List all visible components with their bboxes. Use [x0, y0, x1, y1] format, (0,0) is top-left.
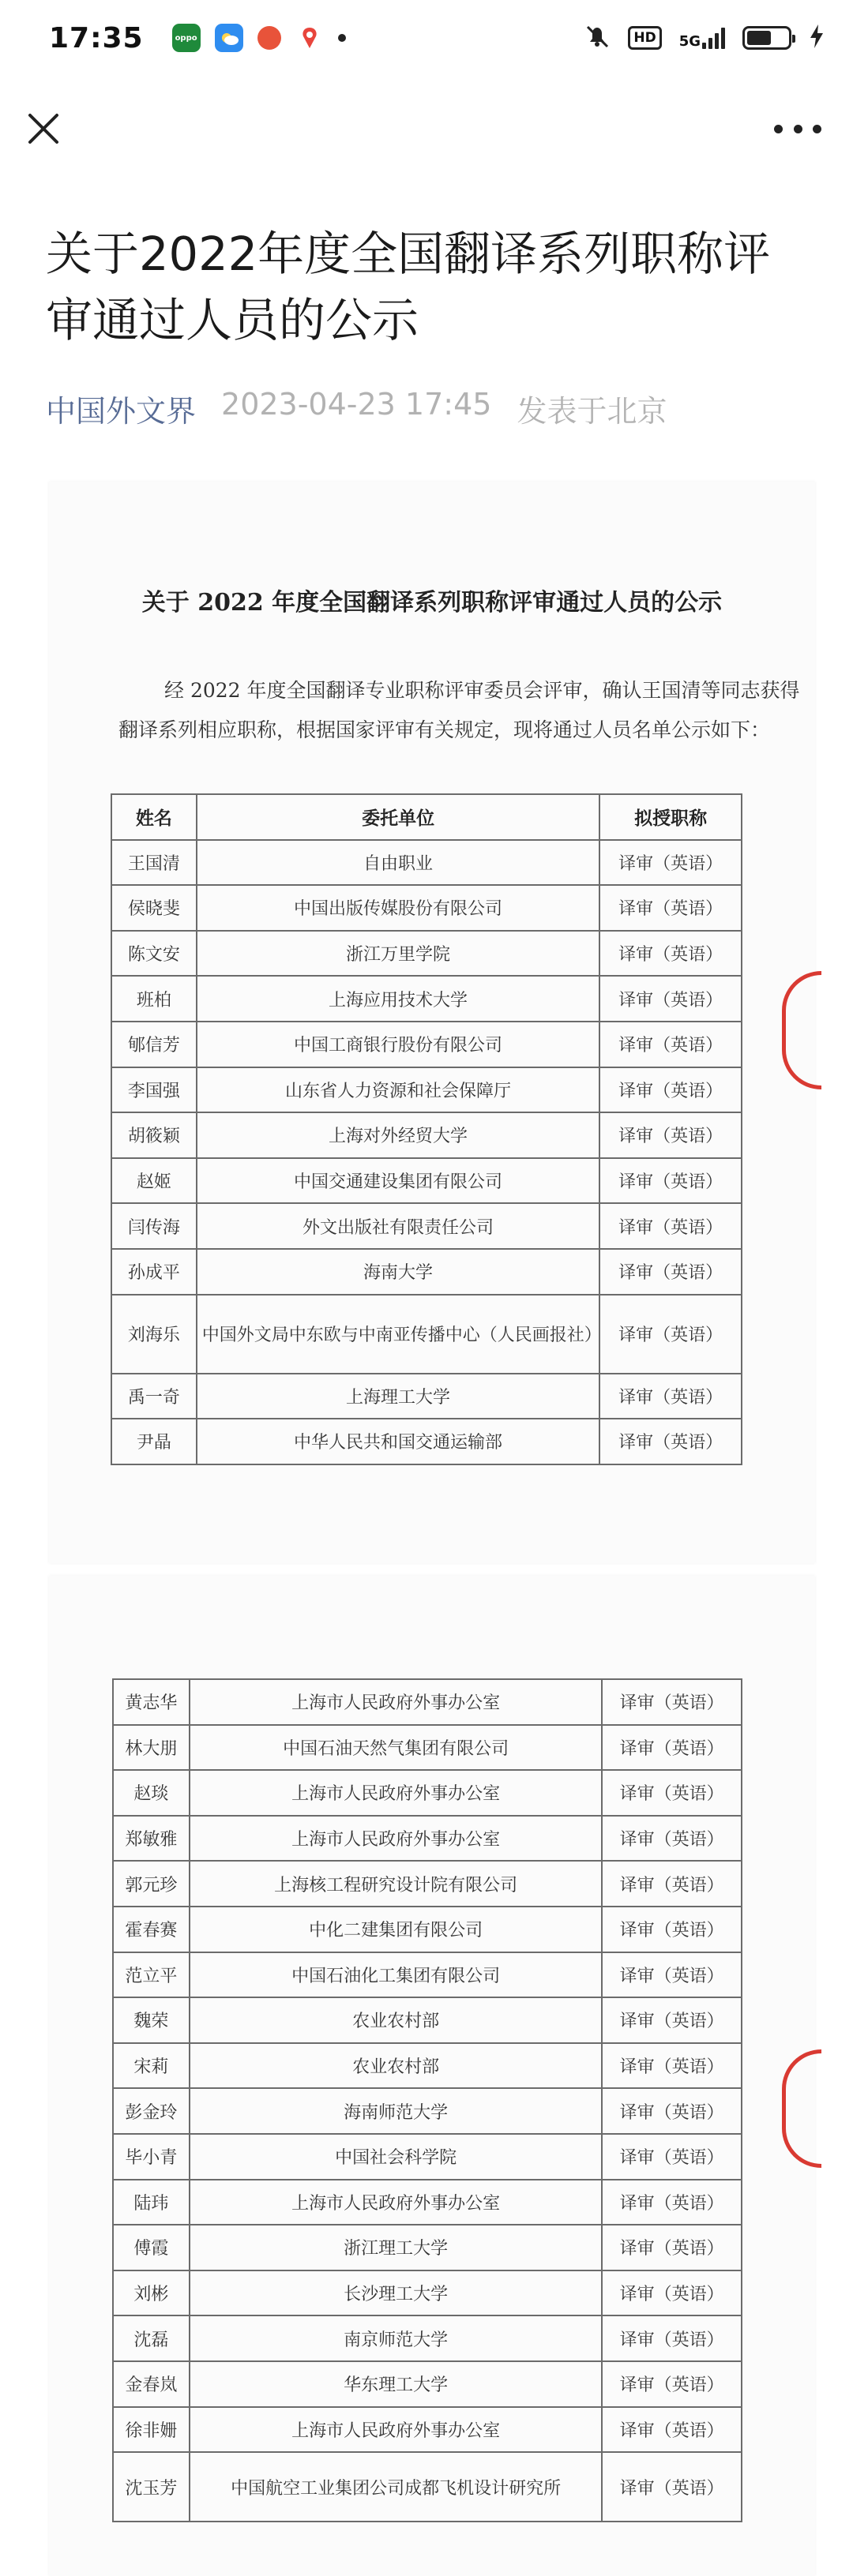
cell-name: 宋莉: [113, 2043, 190, 2089]
cell-title: 译审（英语）: [599, 1295, 742, 1374]
cell-title: 译审（英语）: [602, 2180, 742, 2225]
cell-organization: 南京师范大学: [190, 2315, 603, 2361]
cell-title: 译审（英语）: [599, 885, 742, 931]
charging-icon: [809, 24, 825, 52]
author-link[interactable]: 中国外文界: [46, 394, 197, 429]
table-row: [113, 2043, 742, 2089]
table-row: [113, 2361, 742, 2407]
cell-title: 译审（英语）: [602, 1770, 742, 1816]
document-body: 经 2022 年度全国翻译专业职称评审委员会评审，确认王国清等同志获得翻译系列相应职称，根据国家评审有关规定，现将通过人员名单公示如下：: [118, 679, 800, 741]
app-bar: [0, 87, 853, 166]
table-row: [111, 931, 742, 977]
table-row: [111, 1419, 742, 1464]
table-row: [113, 2407, 742, 2453]
cell-organization: 海南师范大学: [190, 2088, 603, 2134]
cell-name: 陈文安: [111, 931, 197, 977]
cell-organization: 中化二建集团有限公司: [190, 1907, 603, 1952]
cell-title: 译审（英语）: [602, 1816, 742, 1862]
table-row: [111, 1158, 742, 1204]
cell-title: 译审（英语）: [599, 1249, 742, 1295]
cell-organization: 中国交通建设集团有限公司: [197, 1158, 600, 1204]
cell-name: 傅霞: [113, 2225, 190, 2270]
cell-organization: 中国航空工业集团公司成都飞机设计研究所: [190, 2452, 603, 2522]
cell-organization: 中国外文局中东欧与中南亚传播中心（人民画报社）: [197, 1295, 600, 1374]
table-row: [111, 1112, 742, 1158]
cell-organization: 海南大学: [197, 1249, 600, 1295]
table-row: [113, 2225, 742, 2270]
table-row: [111, 1374, 742, 1419]
signal-bars-icon: [702, 27, 725, 49]
cell-organization: 上海市人民政府外事办公室: [190, 1816, 603, 1862]
cell-name: 郇信芳: [111, 1022, 197, 1067]
cell-organization: 上海对外经贸大学: [197, 1112, 600, 1158]
more-notifications-dot: [338, 34, 346, 42]
cell-title: 译审（英语）: [602, 2315, 742, 2361]
cell-title: 译审（英语）: [599, 1022, 742, 1067]
signal-indicator: [679, 27, 725, 49]
cell-title: 译审（英语）: [602, 2134, 742, 2180]
cell-name: 胡筱颖: [111, 1112, 197, 1158]
red-seal: [782, 971, 821, 1089]
cell-organization: 上海应用技术大学: [197, 976, 600, 1022]
table-row: [113, 2180, 742, 2225]
table-row: [113, 1679, 742, 1725]
cell-organization: 中国石油天然气集团有限公司: [190, 1725, 603, 1771]
cell-title: 译审（英语）: [599, 1112, 742, 1158]
cell-title: 译审（英语）: [602, 1725, 742, 1771]
cell-organization: 上海核工程研究设计院有限公司: [190, 1861, 603, 1907]
cell-name: 彭金玲: [113, 2088, 190, 2134]
cell-title: 译审（英语）: [602, 1952, 742, 1998]
status-time: 17:35: [49, 21, 144, 54]
cell-title: 译审（英语）: [599, 1067, 742, 1113]
article-meta: [46, 387, 667, 430]
table-row: [113, 2315, 742, 2361]
cell-organization: 中国工商银行股份有限公司: [197, 1022, 600, 1067]
cell-name: 林大朋: [113, 1725, 190, 1771]
cell-title: 译审（英语）: [602, 2270, 742, 2316]
cell-organization: 华东理工大学: [190, 2361, 603, 2407]
cell-title: 译审（英语）: [602, 2452, 742, 2522]
cell-organization: 中国社会科学院: [190, 2134, 603, 2180]
cell-title: 译审（英语）: [602, 2407, 742, 2453]
cell-name: 禹一奇: [111, 1374, 197, 1419]
status-bar: [0, 0, 853, 76]
system-indicators: [584, 24, 825, 52]
cell-organization: 浙江理工大学: [190, 2225, 603, 2270]
table-row: [113, 1770, 742, 1816]
article-title: 关于2022年度全国翻译系列职称评审通过人员的公示: [46, 227, 771, 347]
cell-name: 徐非姗: [113, 2407, 190, 2453]
cell-title: 译审（英语）: [602, 2225, 742, 2270]
table-row: [113, 1997, 742, 2043]
table-row: [111, 1249, 742, 1295]
table-row: [111, 1022, 742, 1067]
document-title: 关于 2022 年度全国翻译系列职称评审通过人员的公示: [141, 589, 723, 617]
approval-table-page-1: [111, 793, 742, 1465]
table-row: [111, 885, 742, 931]
cell-name: 孙成平: [111, 1249, 197, 1295]
cell-organization: 农业农村部: [190, 2043, 603, 2089]
cell-title: 译审（英语）: [602, 1679, 742, 1725]
table-row: [111, 840, 742, 886]
header-name: 姓名: [111, 794, 197, 840]
cell-organization: 山东省人力资源和社会保障厅: [197, 1067, 600, 1113]
notification-icons: [172, 24, 346, 52]
cell-name: 尹晶: [111, 1419, 197, 1464]
table-row: [113, 2134, 742, 2180]
table-row: [111, 1203, 742, 1249]
document-image-page-2[interactable]: [49, 1576, 815, 2576]
cell-name: 黄志华: [113, 1679, 190, 1725]
map-icon: [295, 24, 324, 52]
table-row: [113, 2270, 742, 2316]
cell-title: 译审（英语）: [602, 1861, 742, 1907]
cell-organization: 外文出版社有限责任公司: [197, 1203, 600, 1249]
cell-title: 译审（英语）: [602, 2361, 742, 2407]
cell-organization: 长沙理工大学: [190, 2270, 603, 2316]
cell-name: 闫传海: [111, 1203, 197, 1249]
mute-icon: [584, 24, 611, 51]
cell-name: 赵琰: [113, 1770, 190, 1816]
game-icon: [257, 26, 281, 50]
cell-organization: 中国出版传媒股份有限公司: [197, 885, 600, 931]
cell-name: 魏荣: [113, 1997, 190, 2043]
cell-title: 译审（英语）: [599, 1419, 742, 1464]
cell-organization: 上海市人民政府外事办公室: [190, 1770, 603, 1816]
cell-title: 译审（英语）: [599, 1203, 742, 1249]
table-row: [113, 1725, 742, 1771]
oppo-icon: oppo: [172, 24, 201, 52]
red-seal: [782, 2049, 821, 2168]
cell-title: 译审（英语）: [602, 1997, 742, 2043]
close-icon[interactable]: [25, 111, 62, 147]
cell-name: 赵姬: [111, 1158, 197, 1204]
cell-name: 沈磊: [113, 2315, 190, 2361]
table-row: [113, 1861, 742, 1907]
cell-title: 译审（英语）: [599, 976, 742, 1022]
publish-datetime: 2023-04-23 17:45: [221, 387, 492, 422]
cell-name: 霍春赛: [113, 1907, 190, 1952]
cell-organization: 中华人民共和国交通运输部: [197, 1419, 600, 1464]
publish-location: 发表于北京: [517, 394, 667, 429]
table-row: [111, 1067, 742, 1113]
document-image-page-1[interactable]: [49, 482, 815, 1563]
cell-name: 侯晓斐: [111, 885, 197, 931]
table-row: [113, 2452, 742, 2522]
cell-organization: 浙江万里学院: [197, 931, 600, 977]
cell-name: 范立平: [113, 1952, 190, 1998]
table-row: [113, 2088, 742, 2134]
cell-name: 沈玉芳: [113, 2452, 190, 2522]
cell-name: 毕小青: [113, 2134, 190, 2180]
cell-title: 译审（英语）: [602, 2043, 742, 2089]
cell-organization: 上海市人民政府外事办公室: [190, 2407, 603, 2453]
cell-title: 译审（英语）: [599, 1374, 742, 1419]
table-row: [113, 1952, 742, 1998]
cell-organization: 上海理工大学: [197, 1374, 600, 1419]
cell-organization: 上海市人民政府外事办公室: [190, 1679, 603, 1725]
network-type: 5G: [678, 33, 701, 50]
cell-name: 刘海乐: [111, 1295, 197, 1374]
cell-name: 王国清: [111, 840, 197, 886]
weather-icon: [215, 24, 243, 52]
cell-name: 金春岚: [113, 2361, 190, 2407]
table-row: [111, 1295, 742, 1374]
table-row: [113, 1907, 742, 1952]
cell-name: 郑敏雅: [113, 1816, 190, 1862]
cell-organization: 自由职业: [197, 840, 600, 886]
header-organization: 委托单位: [197, 794, 600, 840]
cell-title: 译审（英语）: [599, 931, 742, 977]
header-title: 拟授职称: [599, 794, 742, 840]
cell-title: 译审（英语）: [602, 2088, 742, 2134]
cell-name: 刘彬: [113, 2270, 190, 2316]
cell-name: 陆玮: [113, 2180, 190, 2225]
cell-name: 班柏: [111, 976, 197, 1022]
cell-organization: 上海市人民政府外事办公室: [190, 2180, 603, 2225]
table-row: [111, 976, 742, 1022]
cell-name: 李国强: [111, 1067, 197, 1113]
cell-organization: 中国石油化工集团有限公司: [190, 1952, 603, 1998]
table-row: [113, 1816, 742, 1862]
cell-title: 译审（英语）: [602, 1907, 742, 1952]
approval-table-page-2: [112, 1678, 742, 2522]
cell-organization: 农业农村部: [190, 1997, 603, 2043]
hd-badge: HD: [628, 26, 661, 50]
cell-title: 译审（英语）: [599, 1158, 742, 1204]
battery-icon: [742, 26, 791, 50]
more-options-icon[interactable]: [774, 125, 821, 134]
cell-title: 译审（英语）: [599, 840, 742, 886]
cell-name: 郭元珍: [113, 1861, 190, 1907]
